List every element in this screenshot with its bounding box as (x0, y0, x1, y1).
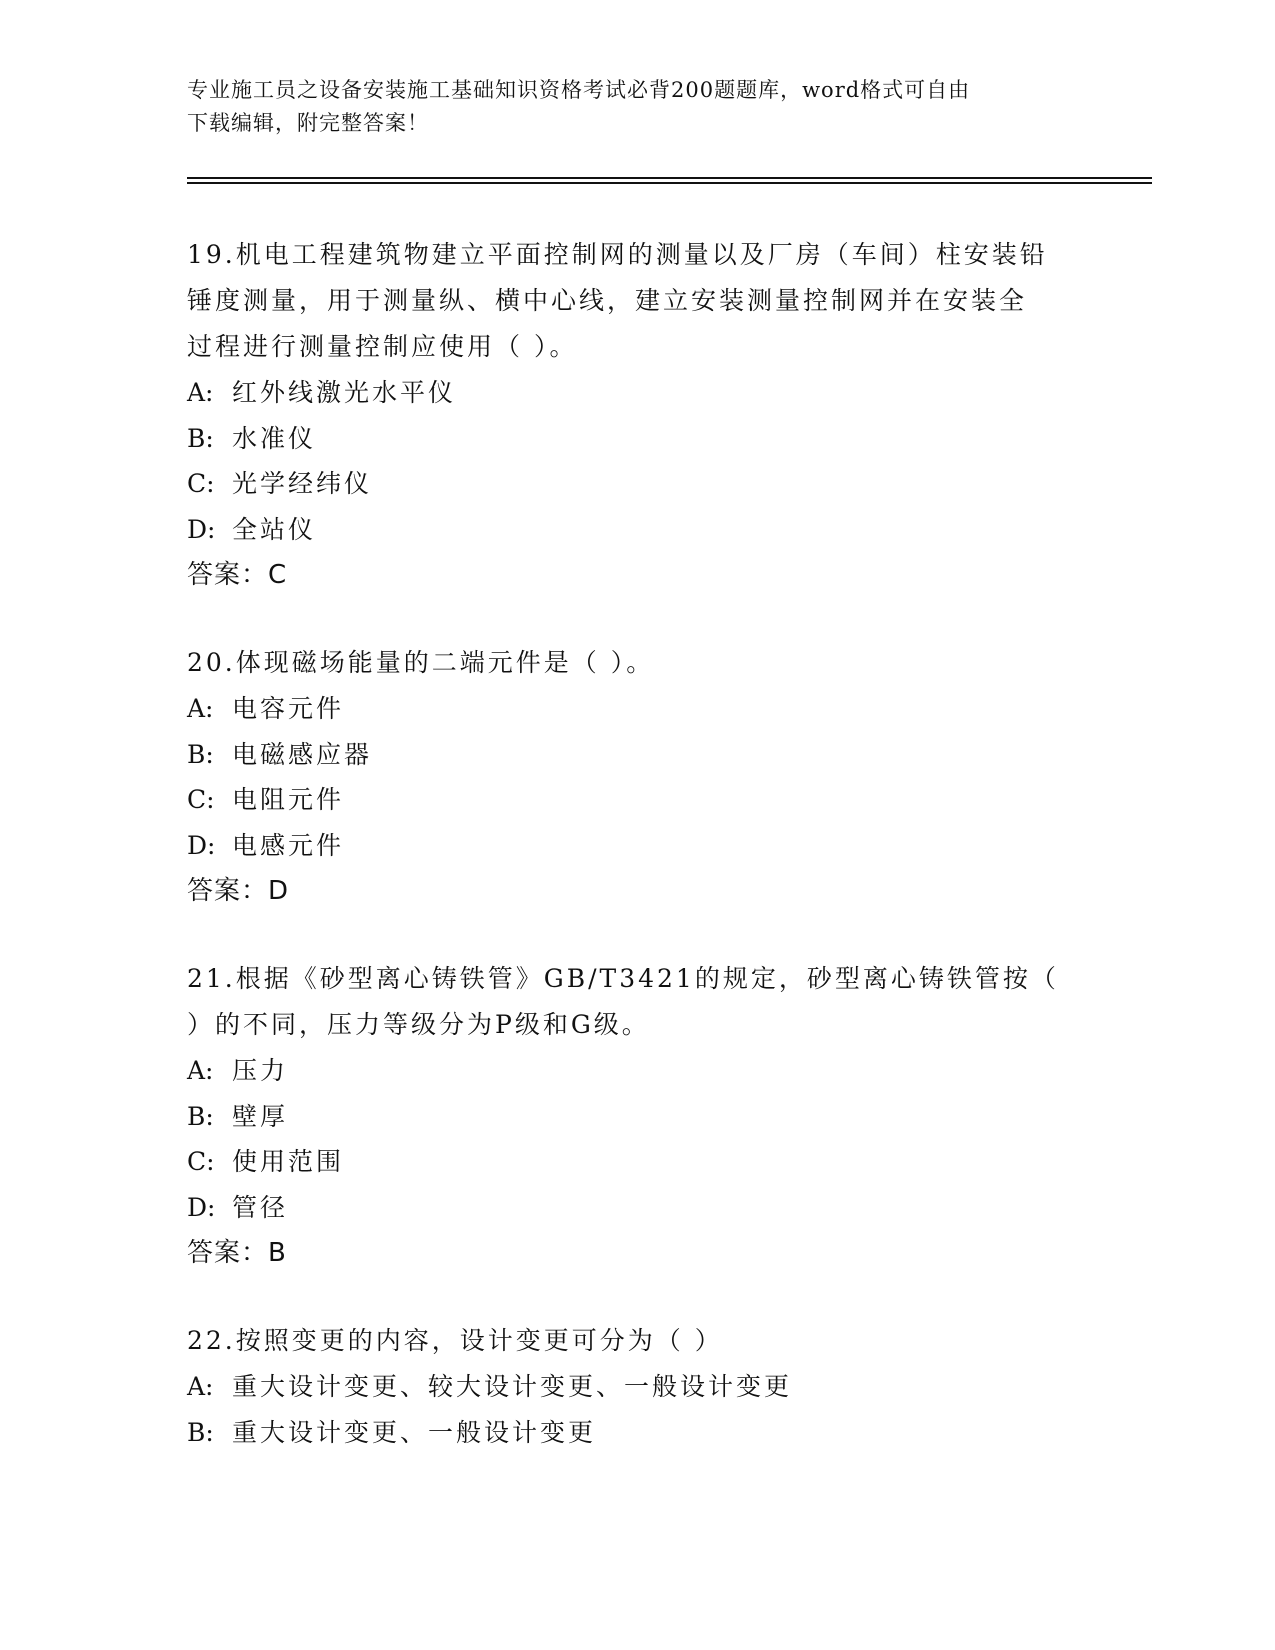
option-c (187, 461, 1087, 507)
option-text: 电磁感应器 (232, 739, 373, 769)
option-text: 电感元件 (232, 830, 345, 860)
header-line-1: 专业施工员之设备安装施工基础知识资格考试必背200题题库，word格式可自由 (187, 78, 971, 102)
question-stem-line: 锤度测量，用于测量纵、横中心线，建立安装测量控制网并在安装全 (187, 286, 1028, 315)
option-d (187, 507, 1087, 553)
option-label: A: (187, 694, 214, 723)
header-rule-top (187, 177, 1152, 179)
question-list (187, 232, 1087, 1497)
question-stem-line: ）的不同，压力等级分为P级和G级。 (187, 1010, 650, 1039)
option-label: D: (187, 514, 216, 544)
question-stem-line: 19.机电工程建筑物建立平面控制网的测量以及厂房（车间）柱安装铅 (187, 240, 1048, 269)
question-stem-line: 过程进行测量控制应使用（ ）。 (187, 332, 578, 361)
option-label: A: (187, 1372, 214, 1401)
option-b (187, 1094, 1087, 1140)
option-text: 红外线激光水平仪 (232, 378, 457, 407)
option-c (187, 777, 1087, 823)
option-label: C: (187, 1147, 215, 1176)
option-b (187, 1410, 1087, 1456)
option-label: B: (187, 739, 214, 769)
header-line-2: 下载编辑，附完整答案！ (187, 111, 429, 135)
option-label: B: (187, 1101, 214, 1131)
option-label: A: (187, 1056, 214, 1085)
answer-line: 答案：D (187, 876, 290, 906)
option-a (187, 1364, 1087, 1410)
question-22 (187, 1318, 1087, 1455)
document-header (187, 74, 1067, 140)
header-rule-bottom (187, 182, 1152, 184)
option-a (187, 370, 1087, 416)
option-label: C: (187, 469, 215, 498)
option-text: 重大设计变更、较大设计变更、一般设计变更 (232, 1372, 793, 1401)
question-21 (187, 956, 1087, 1276)
option-label: D: (187, 1192, 216, 1222)
option-text: 水准仪 (232, 423, 317, 453)
question-19 (187, 232, 1087, 598)
option-text: 压力 (232, 1056, 289, 1085)
option-label: B: (187, 1417, 214, 1447)
option-a (187, 1048, 1087, 1094)
option-text: 电阻元件 (232, 785, 345, 814)
option-label: C: (187, 785, 215, 814)
option-text: 光学经纬仪 (232, 469, 373, 498)
option-b (187, 732, 1087, 778)
option-text: 管径 (232, 1192, 289, 1222)
question-stem-line: 20.体现磁场能量的二端元件是（ ）。 (187, 648, 655, 677)
option-a (187, 686, 1087, 732)
answer-line: 答案：C (187, 560, 288, 590)
option-label: A: (187, 378, 214, 407)
option-text: 重大设计变更、一般设计变更 (232, 1417, 597, 1447)
question-stem-line: 21.根据《砂型离心铸铁管》GB/T3421的规定，砂型离心铸铁管按（ (187, 964, 1059, 993)
question-20 (187, 640, 1087, 914)
option-d (187, 1185, 1087, 1231)
option-text: 全站仪 (232, 514, 317, 544)
option-text: 壁厚 (232, 1101, 289, 1131)
option-c (187, 1139, 1087, 1185)
question-stem-line: 22.按照变更的内容，设计变更可分为（ ） (187, 1326, 723, 1355)
option-d (187, 823, 1087, 869)
option-label: B: (187, 423, 214, 453)
option-text: 电容元件 (232, 694, 345, 723)
option-label: D: (187, 830, 216, 860)
option-b (187, 416, 1087, 462)
answer-line: 答案：B (187, 1238, 287, 1268)
option-text: 使用范围 (232, 1147, 345, 1176)
